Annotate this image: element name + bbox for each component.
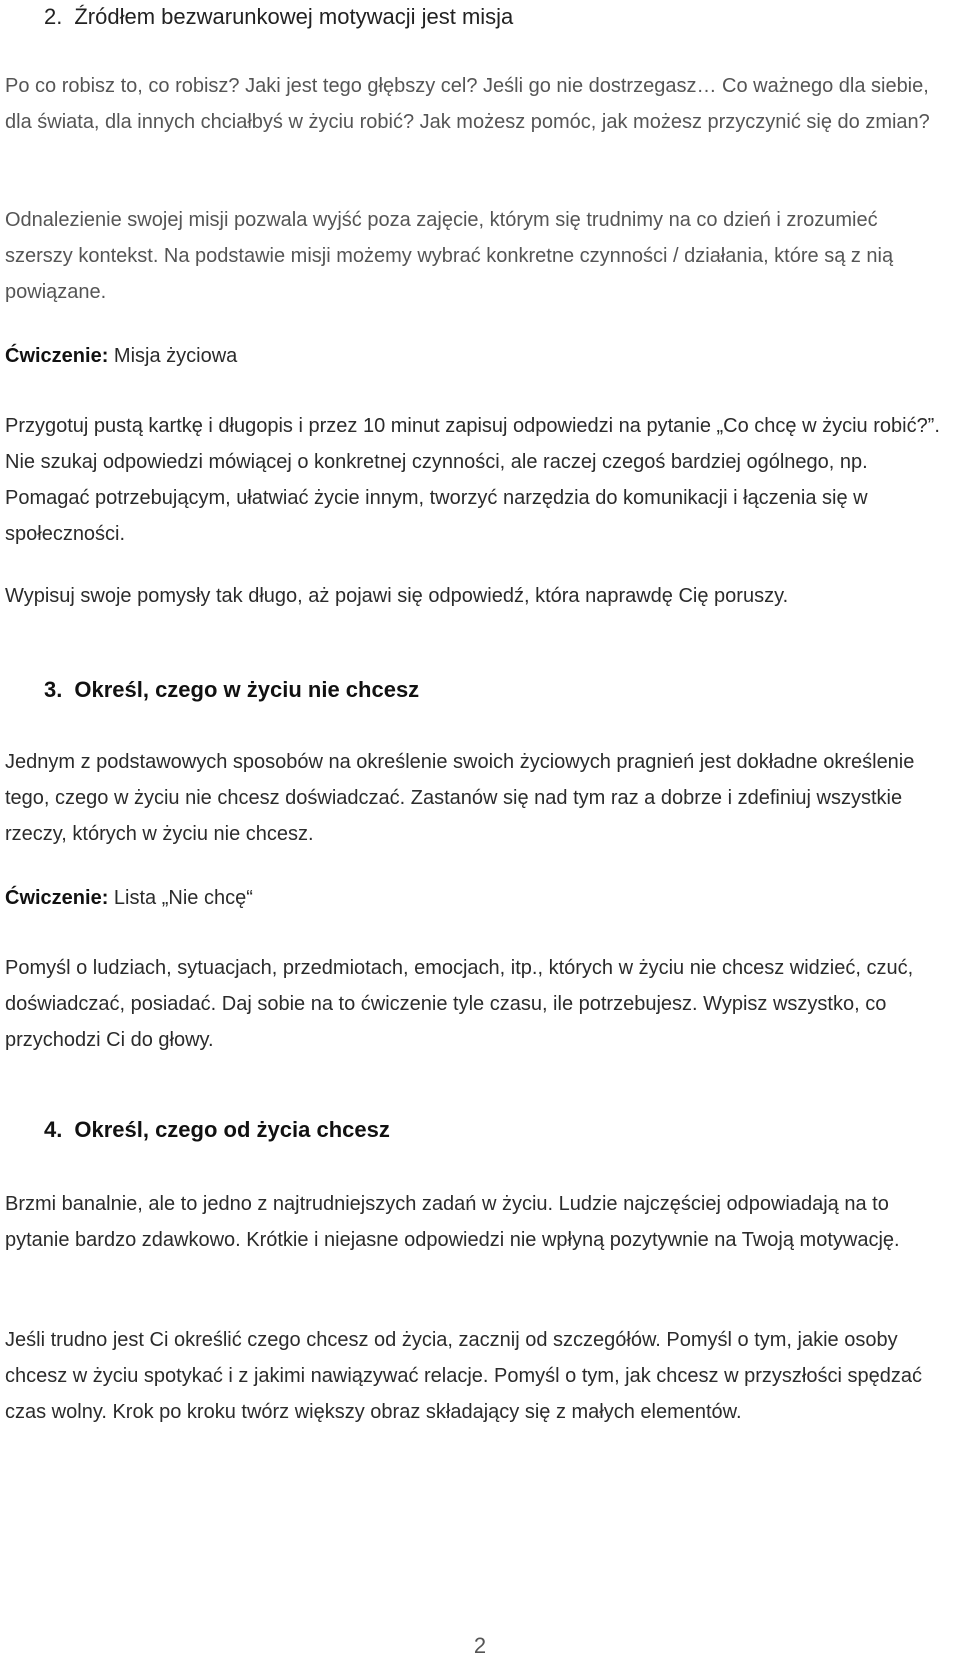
exercise-line [5,880,950,916]
exercise-line [5,338,950,374]
page-number: 2 [473,1633,487,1658]
paragraph: Pomyśl o ludziach, sytuacjach, przedmiotach, emocjach, itp., których w życiu nie chcesz widzieć, czuć, doświadczać, posiadać. Daj sobie na to ćwiczenie tyle czasu, ile potrzebujesz. Wypisz wszystko, co przychodzi Ci do głowy. [5,957,914,1051]
section-title: Źródłem bezwarunkowej motywacji jest misja [74,4,514,29]
section-number: 2. [44,4,63,29]
section-title: Określ, czego w życiu nie chcesz [74,677,420,702]
section-heading-3 [44,677,419,703]
section-title: Określ, czego od życia chcesz [74,1117,390,1142]
paragraph: Brzmi banalnie, ale to jedno z najtrudniejszych zadań w życiu. Ludzie najczęściej odpowiadają na to pytanie bardzo zdawkowo. Krótkie i niejasne odpowiedzi nie wpłyną pozytywnie na Twoją motywację. [5,1193,900,1251]
paragraph: Przygotuj pustą kartkę i długopis i przez 10 minut zapisuj odpowiedzi na pytanie „Co chcę w życiu robić?”. Nie szukaj odpowiedzi mówiącej o konkretnej czynności, ale raczej czegoś bardziej ogólnego, np. Pomagać potrzebującym, ułatwiać życie innym, tworzyć narzędzia do komunikacji i łączenia się w społeczności. [5,415,940,545]
paragraph: Odnalezienie swojej misji pozwala wyjść poza zajęcie, którym się trudnimy na co dzień i zrozumieć szerszy kontekst. Na podstawie misji możemy wybrać konkretne czynności / działania, które są z nią powiązane. [5,209,894,303]
section-number: 3. [44,677,63,702]
paragraph: Jednym z podstawowych sposobów na określenie swoich życiowych pragnień jest dokładne określenie tego, czego w życiu nie chcesz doświadczać. Zastanów się nad tym raz a dobrze i zdefiniuj wszystkie rzeczy, których w życiu nie chcesz. [5,751,915,845]
exercise-title: Lista „Nie chcę“ [108,887,253,909]
paragraph: Wypisuj swoje pomysły tak długo, aż pojawi się odpowiedź, która naprawdę Cię poruszy. [5,585,789,607]
exercise-label: Ćwiczenie: [5,345,109,367]
section-heading-2 [44,4,513,30]
paragraph: Jeśli trudno jest Ci określić czego chcesz od życia, zacznij od szczegółów. Pomyśl o tym, jakie osoby chcesz w życiu spotykać i z jakimi nawiązywać relacje. Pomyśl o tym, jak chcesz w przyszłości spędzać czas wolny. Krok po kroku twórz większy obraz składający się z małych elementów. [5,1329,922,1423]
section-heading-4 [44,1117,390,1143]
paragraph: Po co robisz to, co robisz? Jaki jest tego głębszy cel? Jeśli go nie dostrzegasz… Co ważnego dla siebie, dla świata, dla innych chciałbyś w życiu robić? Jak możesz pomóc, jak możesz przyczynić się do zmian? [5,75,930,133]
exercise-title: Misja życiowa [108,345,238,367]
section-number: 4. [44,1117,63,1142]
exercise-label: Ćwiczenie: [5,887,109,909]
